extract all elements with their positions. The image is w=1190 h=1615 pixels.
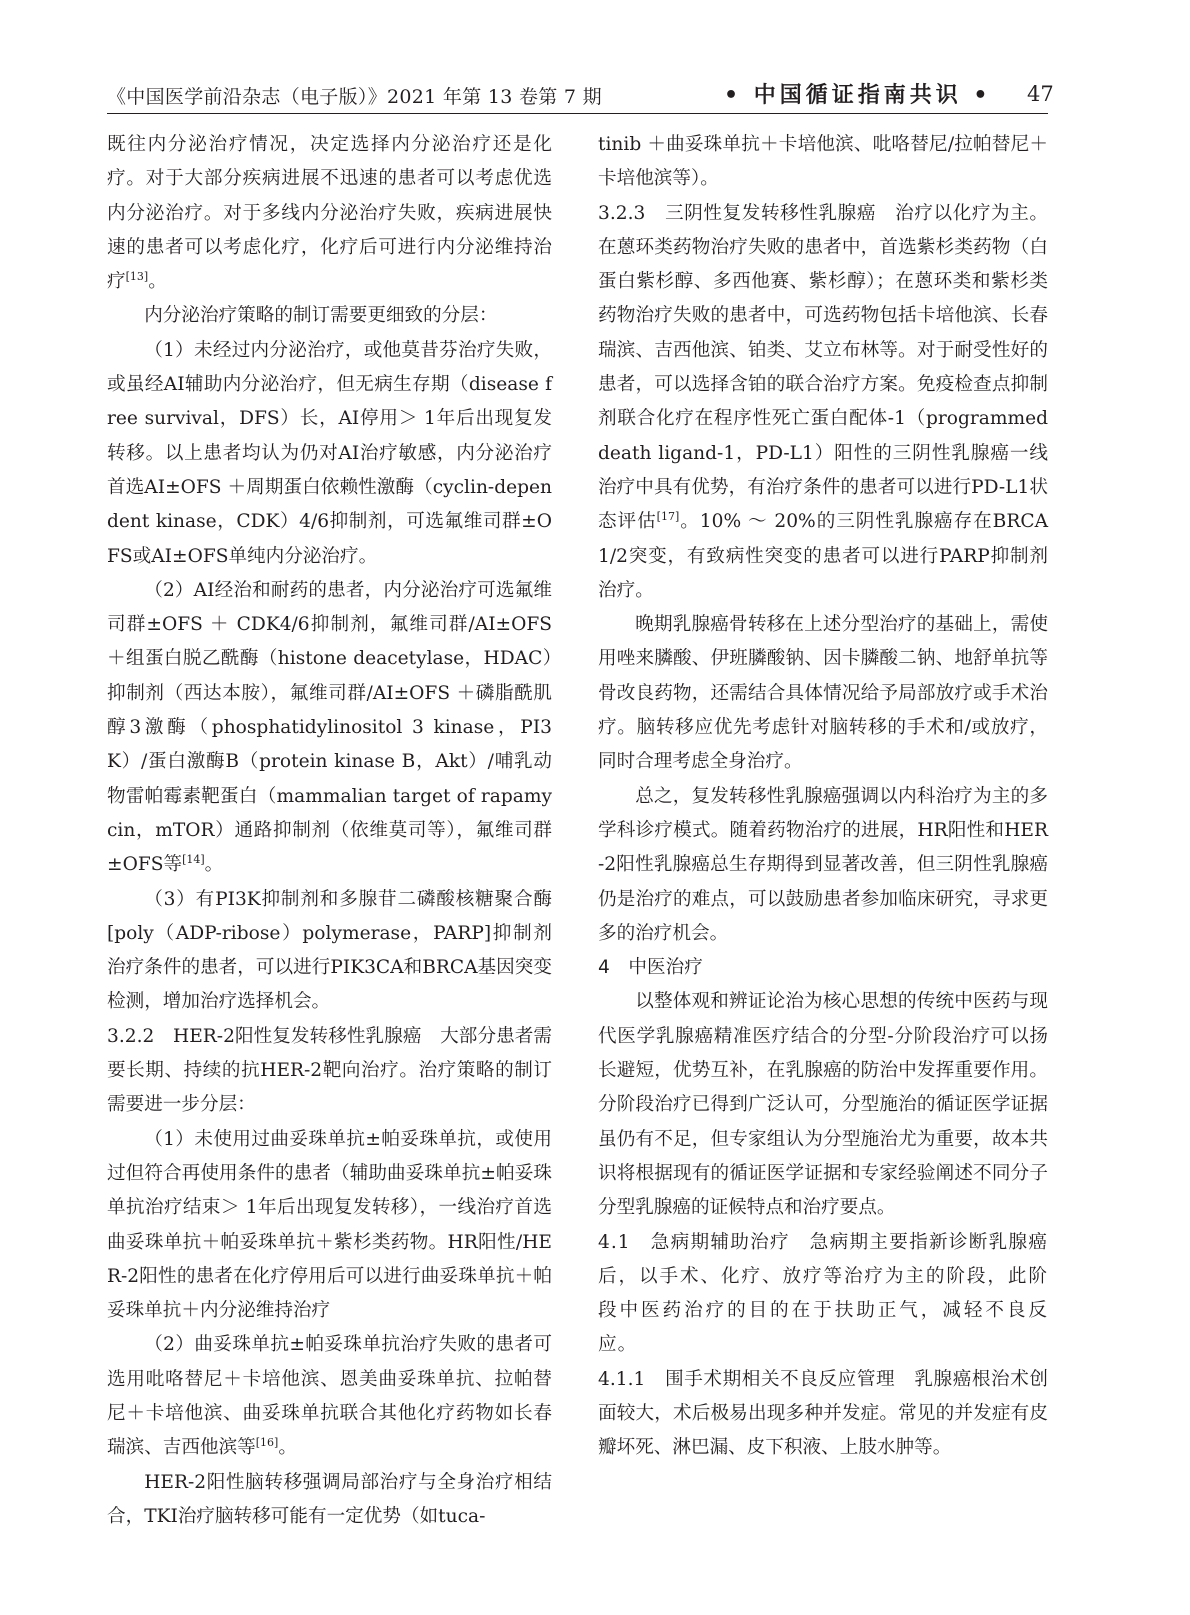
paragraph: （3）有PI3K抑制剂和多腺苷二磷酸核糖聚合酶[poly（ADP-ribose）polymerase，PARP]抑制剂治疗条件的患者，可以进行PIK3CA和BRCA基因突变检测，增加治疗选择机会。 [107, 888, 552, 1013]
page-number: 47 [1027, 82, 1054, 106]
paragraph: （2）曲妥珠单抗±帕妥珠单抗治疗失败的患者可选用吡咯替尼＋卡培他滨、恩美曲妥珠单抗、拉帕替尼＋卡培他滨、曲妥珠单抗联合其他化疗药物如长春瑞滨、吉西他滨等[16]。 [107, 1334, 552, 1459]
left-column [107, 128, 552, 1534]
header-rule [107, 113, 1048, 114]
paragraph: （1）未使用过曲妥珠单抗±帕妥珠单抗，或使用过但符合再使用条件的患者（辅助曲妥珠单抗±帕妥珠单抗治疗结束＞ 1年后出现复发转移），一线治疗首选曲妥珠单抗＋帕妥珠单抗＋紫杉类药物。HR阳性/HER-2阳性的患者在化疗停用后可以进行曲妥珠单抗＋帕妥珠单抗＋内分泌维持治疗 [107, 1128, 552, 1322]
section-heading-4-1: 4.1 急病期辅助治疗 急病期主要指新诊断乳腺癌后，以手术、化疗、放疗等治疗为主的阶段，此阶段中医药治疗的目的在于扶助正气，减轻不良反应。 [598, 1231, 1048, 1356]
paragraph: 内分泌治疗策略的制订需要更细致的分层： [144, 305, 498, 327]
running-header-section: • 中国循证指南共识 • [724, 83, 992, 108]
paragraph: （1）未经过内分泌治疗，或他莫昔芬治疗失败，或虽经AI辅助内分泌治疗，但无病生存期（disease free survival，DFS）长，AI停用＞ 1年后出现复发转移。以上患者均认为仍对AI治疗敏感，内分泌治疗首选AI±OFS ＋周期蛋白依赖性激酶（cyclin-dependent kinase，CDK）4/6抑制剂，可选氟维司群±OFS或AI±OFS单纯内分泌治疗。 [107, 339, 552, 567]
section-heading-3-2-3: 3.2.3 三阴性复发转移性乳腺癌 治疗以化疗为主。在蒽环类药物治疗失败的患者中，首选紫杉类药物（白蛋白紫杉醇、多西他赛、紫杉醇）；在蒽环类和紫杉类药物治疗失败的患者中，可选药物包括卡培他滨、长春瑞滨、吉西他滨、铂类、艾立布林等。对于耐受性好的患者，可以选择含铂的联合治疗方案。免疫检查点抑制剂联合化疗在程序性死亡蛋白配体-1（programmed death ligand-1，PD-L1）阳性的三阴性乳腺癌一线治疗中具有优势，有治疗条件的患者可以进行PD-L1状态评估[17]。10% ～ 20%的三阴性乳腺癌存在BRCA1/2突变，有致病性突变的患者可以进行PARP抑制剂治疗。 [598, 202, 1048, 601]
paragraph: HER-2阳性脑转移强调局部治疗与全身治疗相结合，TKI治疗脑转移可能有一定优势（如tuca- [107, 1471, 552, 1527]
section-heading-4-1-1: 4.1.1 围手术期相关不良反应管理 乳腺癌根治术创面较大，术后极易出现多种并发症。常见的并发症有皮瓣坏死、淋巴漏、皮下积液、上肢水肿等。 [598, 1368, 1048, 1459]
paragraph: （2）AI经治和耐药的患者，内分泌治疗可选氟维司群±OFS ＋ CDK4/6抑制剂，氟维司群/AI±OFS ＋组蛋白脱乙酰酶（histone deacetylase，HDAC）抑制剂（西达本胺），氟维司群/AI±OFS ＋磷脂酰肌醇3激酶（phosphatidylinositol 3 kinase，PI3K）/蛋白激酶B（protein kinase B，Akt）/哺乳动物雷帕霉素靶蛋白（mammalian target of rapamycin，mTOR）通路抑制剂（依维莫司等），氟维司群±OFS等[14]。 [107, 579, 552, 876]
paragraph: 晚期乳腺癌骨转移在上述分型治疗的基础上，需使用唑来膦酸、伊班膦酸钠、因卡膦酸二钠、地舒单抗等骨改良药物，还需结合具体情况给予局部放疗或手术治疗。脑转移应优先考虑针对脑转移的手术和/或放疗，同时合理考虑全身治疗。 [598, 614, 1048, 773]
section-heading-3-2-2: 3.2.2 HER-2阳性复发转移性乳腺癌 大部分患者需要长期、持续的抗HER-2靶向治疗。治疗策略的制订需要进一步分层： [107, 1025, 552, 1116]
paragraph: tinib ＋曲妥珠单抗＋卡培他滨、吡咯替尼/拉帕替尼＋卡培他滨等）。 [598, 134, 1048, 190]
section-heading-4: 4 中医治疗 [598, 957, 703, 979]
right-column [598, 128, 1048, 1466]
paragraph: 以整体观和辨证论治为核心思想的传统中医药与现代医学乳腺癌精准医疗结合的分型-分阶段治疗可以扬长避短，优势互补，在乳腺癌的防治中发挥重要作用。分阶段治疗已得到广泛认可，分型施治的循证医学证据虽仍有不足，但专家组认为分型施治尤为重要，故本共识将根据现有的循证医学证据和专家经验阐述不同分子分型乳腺癌的证候特点和治疗要点。 [598, 991, 1048, 1219]
running-header-journal: 《中国医学前沿杂志（电子版）》2021 年第 13 卷第 7 期 [107, 86, 602, 108]
paragraph: 总之，复发转移性乳腺癌强调以内科治疗为主的多学科诊疗模式。随着药物治疗的进展，HR阳性和HER-2阳性乳腺癌总生存期得到显著改善，但三阴性乳腺癌仍是治疗的难点，可以鼓励患者参加临床研究，寻求更多的治疗机会。 [598, 785, 1048, 944]
paragraph: 既往内分泌治疗情况，决定选择内分泌治疗还是化疗。对于大部分疾病进展不迅速的患者可以考虑优选内分泌治疗。对于多线内分泌治疗失败，疾病进展快速的患者可以考虑化疗，化疗后可进行内分泌维持治疗[13]。 [107, 134, 552, 293]
